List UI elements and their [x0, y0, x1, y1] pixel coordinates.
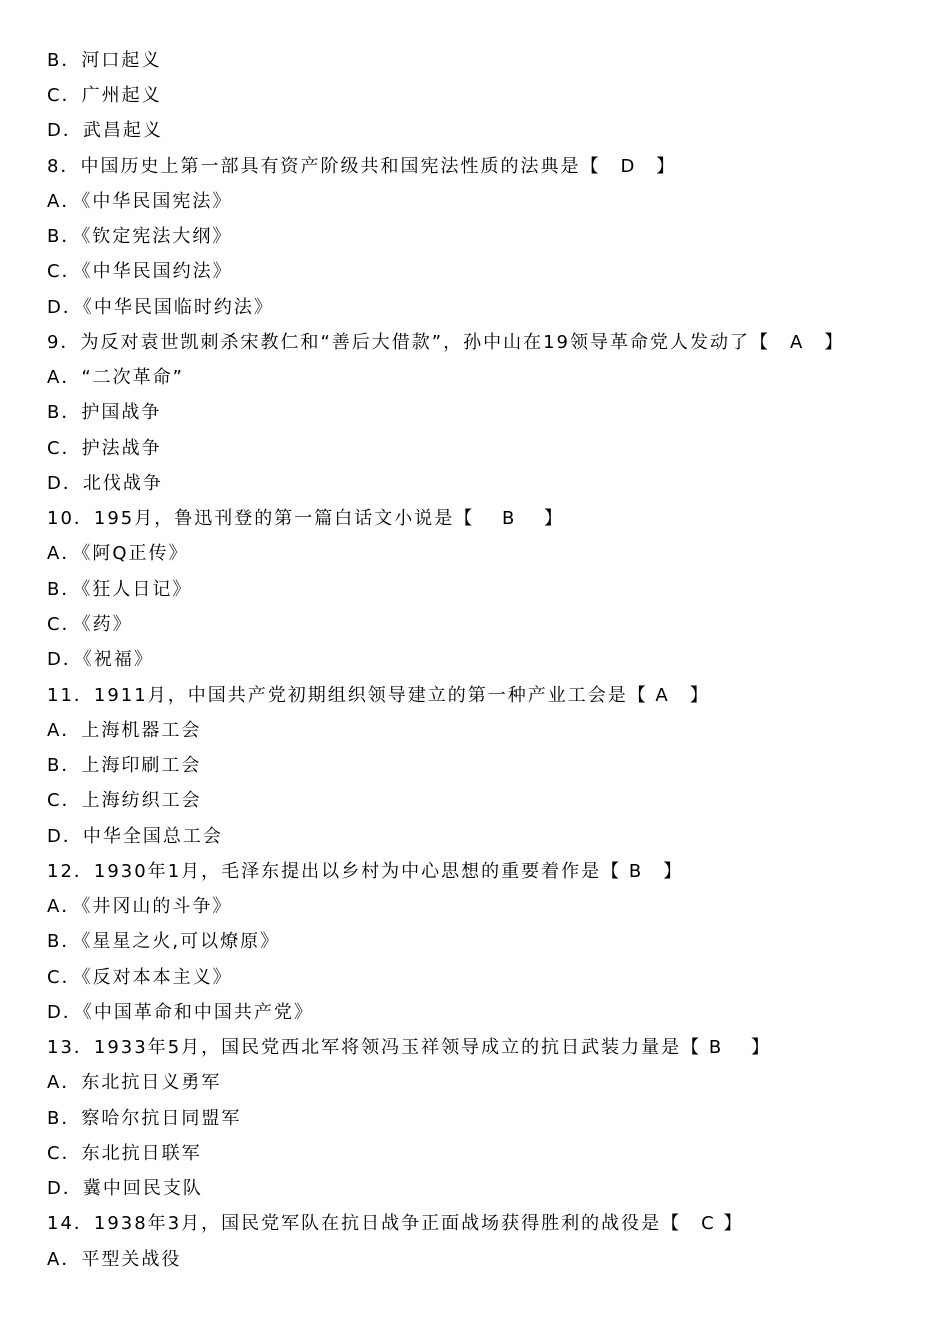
text-line: D．《中华民国临时约法》: [47, 297, 274, 318]
question-line: 8．中国历史上第一部具有资产阶级共和国宪法性质的法典是【 D 】: [47, 156, 677, 177]
text-line: A．《中华民国宪法》: [47, 191, 233, 212]
text-line: C．《中华民国约法》: [47, 261, 233, 282]
question-line: 11．1911月，中国共产党初期组织领导建立的第一种产业工会是【 A 】: [47, 685, 710, 706]
text-line: A．《阿Q正传》: [47, 543, 189, 564]
text-line: B．《钦定宪法大纲》: [47, 226, 233, 247]
question-line: 12．1930年1月，毛泽东提出以乡村为中心思想的重要着作是【 B 】: [47, 861, 684, 882]
text-line: C．《反对本本主义》: [47, 967, 233, 988]
text-line: D．《中国革命和中国共产党》: [47, 1002, 314, 1023]
text-line: C．上海纺织工会: [47, 790, 202, 811]
text-line: C．护法战争: [47, 438, 162, 459]
text-line: A．“二次革命”: [47, 367, 184, 388]
text-line: D．北伐战争: [47, 473, 163, 494]
text-line: D．冀中回民支队: [47, 1178, 203, 1199]
text-line: A．平型关战役: [47, 1249, 182, 1270]
text-line: B．《星星之火,可以燎原》: [47, 931, 281, 952]
text-line: A．《井冈山的斗争》: [47, 896, 233, 917]
text-line: D．《祝福》: [47, 649, 154, 670]
text-line: B．护国战争: [47, 402, 162, 423]
text-line: D．中华全国总工会: [47, 826, 223, 847]
text-line: B．察哈尔抗日同盟军: [47, 1108, 242, 1129]
text-line: A．东北抗日义勇军: [47, 1072, 222, 1093]
text-line: B．上海印刷工会: [47, 755, 202, 776]
text-line: C．东北抗日联军: [47, 1143, 202, 1164]
question-line: 9．为反对袁世凯刺杀宋教仁和“善后大借款”，孙中山在19领导革命党人发动了【 A 】: [47, 332, 845, 353]
text-line: D．武昌起义: [47, 120, 163, 141]
text-line: C．广州起义: [47, 85, 162, 106]
text-line: C．《药》: [47, 614, 133, 635]
question-line: 10．195月，鲁迅刊登的第一篇白话文小说是【 B 】: [47, 508, 565, 529]
question-line: 14．1938年3月，国民党军队在抗日战争正面战场获得胜利的战役是【 C 】: [47, 1213, 744, 1234]
text-line: B．《狂人日记》: [47, 579, 193, 600]
text-line: B．河口起义: [47, 50, 162, 71]
text-line: A．上海机器工会: [47, 720, 202, 741]
question-line: 13．1933年5月，国民党西北军将领冯玉祥领导成立的抗日武装力量是【 B 】: [47, 1037, 771, 1058]
